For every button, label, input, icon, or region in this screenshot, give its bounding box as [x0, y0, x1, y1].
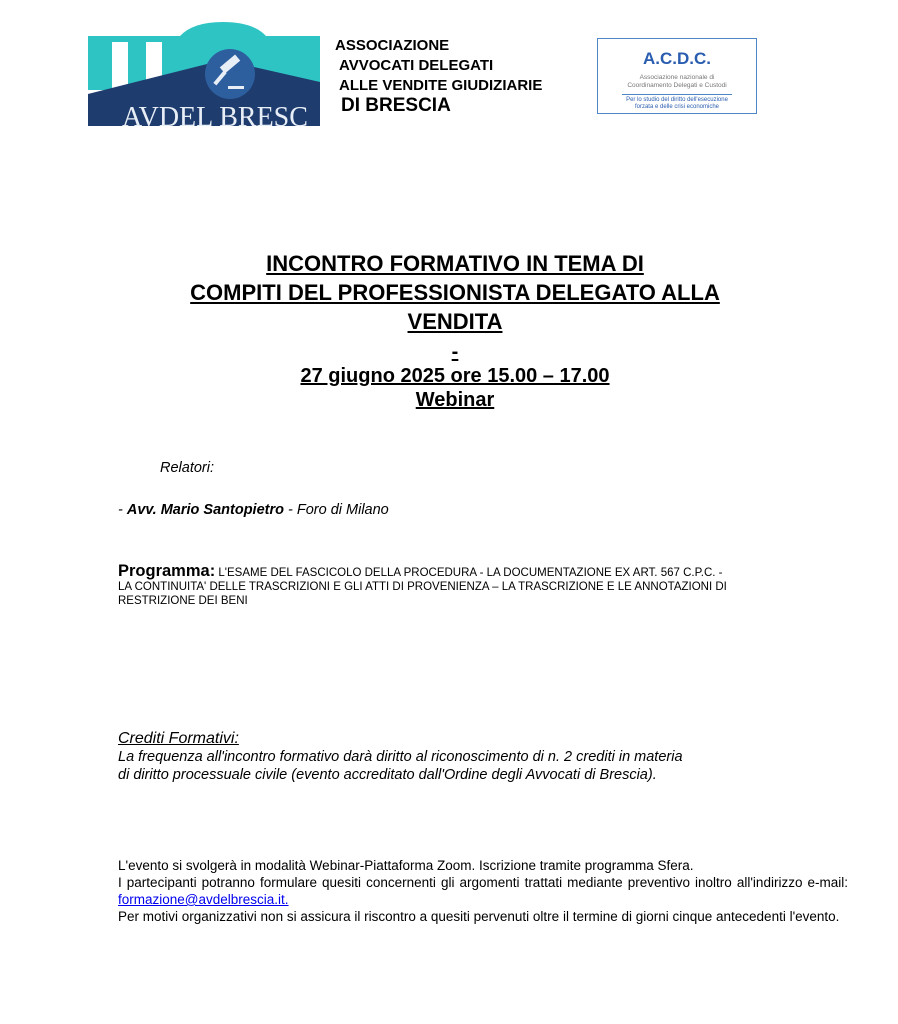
page-title — [0, 249, 898, 336]
acdc-logo — [597, 38, 757, 114]
speaker-affiliation: - Foro di Milano — [283, 502, 389, 518]
info-line — [118, 874, 848, 908]
programma — [118, 564, 808, 608]
info-line: Per motivi organizzativi non si assicura il riscontro a quesiti pervenuti oltre il termine di giorni cinque antecedenti l'evento. — [118, 909, 840, 924]
acdc-title: A.C.D.C. — [643, 49, 711, 68]
crediti-line: La frequenza all'incontro formativo darà diritto al riconoscimento di n. 2 crediti in materia — [118, 749, 683, 765]
programma-line: RESTRIZIONE DEI BENI — [118, 595, 248, 607]
info-text: I partecipanti potranno formulare quesiti concernenti gli argomenti trattati mediante preventivo inoltro all'indirizzo e-mail: — [118, 875, 848, 890]
title-line: VENDITA — [407, 309, 503, 334]
title-line: INCONTRO FORMATIVO IN TEMA DI — [266, 251, 644, 276]
event-date: 27 giugno 2025 ore 15.00 – 17.00 — [300, 365, 610, 387]
acdc-subtitle: Associazione nazionale di — [639, 74, 715, 81]
speaker-prefix: - — [118, 502, 127, 518]
association-name — [335, 36, 542, 116]
association-line: DI BRESCIA — [341, 95, 451, 116]
programma-line: L'ESAME DEL FASCICOLO DELLA PROCEDURA - LA DOCUMENTAZIONE EX ART. 567 C.P.C. - — [215, 567, 723, 579]
association-line: AVVOCATI DELEGATI — [339, 57, 494, 74]
speaker — [118, 502, 389, 518]
association-line: ASSOCIAZIONE — [335, 37, 450, 54]
event-info — [118, 857, 848, 925]
programma-line: LA CONTINUITA' DELLE TRASCRIZIONI E GLI ATTI DI PROVENIENZA – LA TRASCRIZIONE E LE ANNOTAZIONI DI — [118, 581, 727, 593]
association-line: ALLE VENDITE GIUDIZIARIE — [339, 77, 543, 94]
acdc-footer: Per lo studio del diritto dell'esecuzione — [626, 97, 728, 103]
event-format: Webinar — [415, 389, 495, 411]
acdc-footer: forzata e delle crisi economiche — [634, 104, 720, 110]
title-line: COMPITI DEL PROFESSIONISTA DELEGATO ALLA — [190, 280, 720, 305]
crediti-label: Crediti Formativi: — [118, 730, 239, 747]
crediti-line: di diritto processuale civile (evento accreditato dall'Ordine degli Avvocati di Brescia). — [118, 767, 657, 783]
relatori-label: Relatori: — [160, 460, 214, 476]
speaker-name: Avv. Mario Santopietro — [126, 502, 284, 518]
acdc-subtitle: Coordinamento Delegati e Custodi — [627, 82, 727, 89]
info-line: L'evento si svolgerà in modalità Webinar-Piattaforma Zoom. Iscrizione tramite programma Sfera. — [118, 858, 694, 873]
avdel-brescia-logo — [88, 22, 320, 126]
logo-text: AVDEL BRESC — [122, 102, 308, 126]
dash: - — [451, 341, 459, 363]
programma-label: Programma: — [118, 562, 216, 580]
email-link[interactable]: formazione@avdelbrescia.it. — [118, 892, 289, 907]
crediti — [118, 730, 683, 784]
